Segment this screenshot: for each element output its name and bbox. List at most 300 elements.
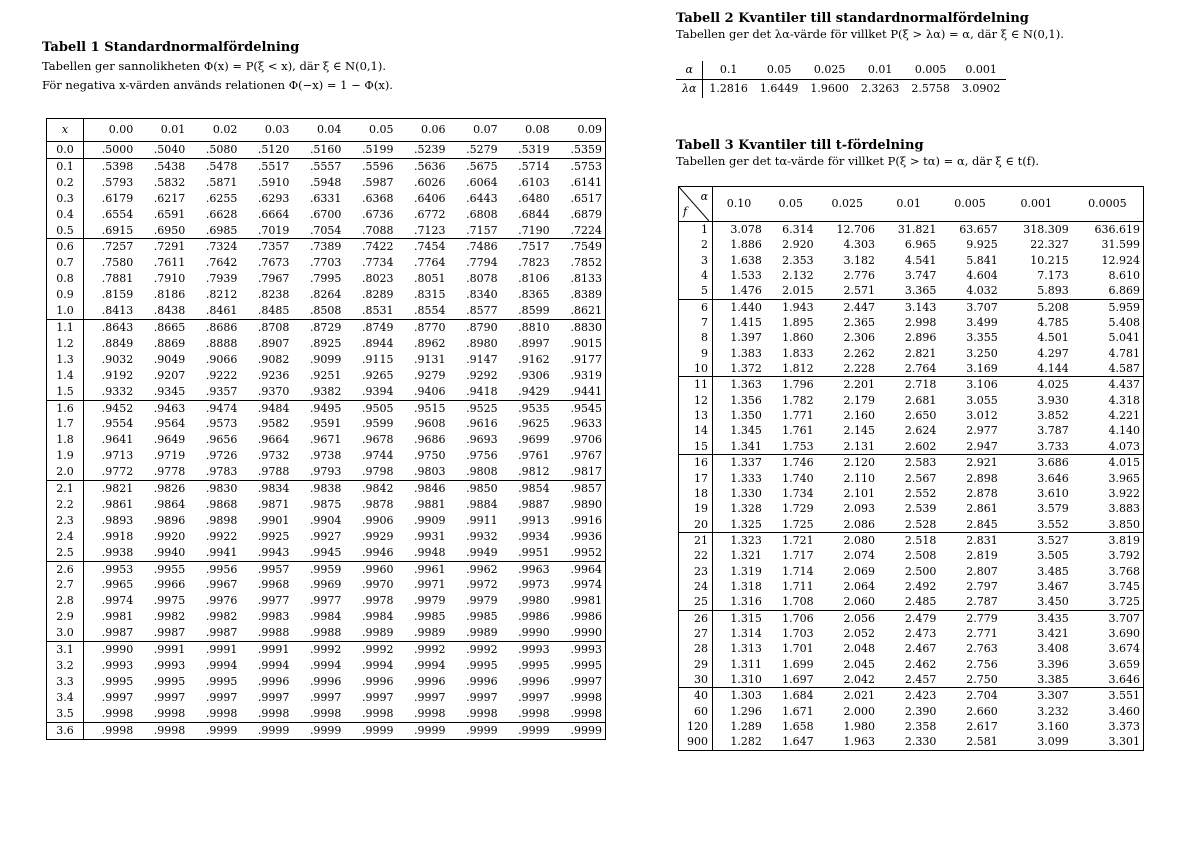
- table3-cell: 1.345: [730, 424, 762, 438]
- table1-row-label: 1.1: [47, 319, 84, 335]
- table1-cell: .9996: [361, 674, 394, 688]
- table3-cell: 1.319: [730, 564, 762, 578]
- table3-cell: 2.704: [939, 688, 1000, 704]
- table1-cell: .9968: [257, 578, 290, 592]
- table3-cell: 318.309: [1023, 223, 1069, 236]
- table1-cell: .9998: [570, 706, 602, 720]
- table1-row-label: 0.7: [47, 255, 84, 271]
- table1-cell: .9997: [518, 690, 550, 704]
- table1-cell: .9793: [309, 465, 342, 479]
- table3-cell: 1.740: [782, 471, 814, 485]
- table1-cell: .9656: [205, 433, 238, 447]
- table3-cell: 1.833: [782, 346, 814, 360]
- table1-column-header: 0.04: [292, 119, 344, 142]
- table1-cell: .6293: [257, 191, 290, 205]
- table1-cell: .6915: [101, 223, 134, 237]
- table3-cell: 3.686: [1001, 455, 1072, 471]
- table1-cell: .6844: [518, 207, 550, 221]
- table-row: [679, 672, 1144, 688]
- table1-cell: .9911: [466, 513, 498, 527]
- table3-cell: 2.048: [843, 642, 875, 656]
- table3-cell: 2.763: [966, 642, 998, 656]
- table3-cell: 2.052: [843, 626, 875, 640]
- table1-cell: .5239: [414, 143, 446, 156]
- table3-cell: 1.310: [730, 672, 762, 686]
- table1-row-label: 3.0: [47, 625, 84, 641]
- table-row: [679, 253, 1144, 268]
- table3-cell: 4.073: [1108, 439, 1140, 453]
- table1-cell: .6700: [309, 207, 342, 221]
- table1-cell: .7324: [188, 239, 240, 255]
- table1-cell: .7549: [553, 239, 606, 255]
- table1-cell: .9998: [136, 722, 188, 739]
- table1-cell: .9960: [344, 561, 396, 577]
- table3-cell: 4.541: [904, 253, 937, 267]
- table1-cell: .9826: [136, 481, 188, 497]
- table3-cell: 3.551: [1072, 688, 1144, 704]
- table-row: [679, 564, 1144, 579]
- table3-cell: 3.485: [1037, 564, 1069, 578]
- table3-cell: 1.684: [765, 688, 817, 704]
- table1-cell: .6026: [414, 175, 446, 189]
- table3-cell: 3.307: [1001, 688, 1072, 704]
- table3-row-label: 10: [679, 361, 713, 377]
- table1-cell: .9817: [570, 465, 602, 479]
- table1-cell: .9429: [518, 384, 550, 398]
- table3-row-label: 29: [679, 657, 713, 672]
- table3-cell: 1.372: [730, 362, 762, 376]
- table1-cell: .9936: [570, 529, 602, 543]
- table1-cell: .9898: [205, 513, 238, 527]
- table1-cell: .6808: [466, 207, 498, 221]
- table1-cell: .9686: [414, 433, 446, 447]
- table3-cell: 1.316: [730, 595, 762, 609]
- table1-cell: .9956: [188, 561, 240, 577]
- table1-cell: .9842: [344, 481, 396, 497]
- table1-cell: .9767: [570, 449, 602, 463]
- table3-cell: 1.638: [730, 253, 762, 267]
- table3-cell: 1.341: [730, 439, 762, 453]
- table3-cell: 2.583: [878, 455, 939, 471]
- table2-lambda-row: [676, 80, 1006, 99]
- table1-cell: .9463: [136, 400, 188, 416]
- table-row: [47, 400, 606, 416]
- table1-cell: .8830: [553, 319, 606, 335]
- table3-cell: 2.896: [904, 331, 937, 345]
- table1-cell: .9803: [414, 465, 446, 479]
- table2-description: Tabellen ger det λα-värde för villket P(ξ > λα) = α, där ξ ∈ N(0,1).: [676, 27, 1064, 41]
- table3-cell: 4.144: [1037, 362, 1069, 376]
- table3-cell: 1.363: [713, 377, 765, 393]
- table2-title: Tabell 2 Kvantiler till standardnormalfördelning: [676, 11, 1029, 26]
- table1-cell: .7910: [153, 272, 186, 286]
- table1-cell: .9962: [449, 561, 501, 577]
- table3-cell: 1.658: [782, 720, 814, 733]
- table3-cell: 2.624: [904, 424, 937, 438]
- table3-cell: 1.782: [782, 393, 814, 407]
- table1-cell: .5000: [101, 143, 134, 156]
- table1-cell: .9993: [153, 659, 186, 672]
- table1-cell: .9998: [84, 722, 137, 739]
- table1-cell: .9738: [309, 449, 342, 463]
- table1-row-label: 1.2: [47, 336, 84, 352]
- table1-cell: .9994: [205, 659, 238, 672]
- table1-cell: .9884: [466, 497, 498, 511]
- table-row: [679, 688, 1144, 704]
- table-row: [47, 625, 606, 641]
- table3-cell: 3.707: [1072, 610, 1144, 626]
- table1-cell: .9997: [466, 690, 498, 704]
- table1-column-header: 0.00: [84, 119, 137, 142]
- table3-row-label: 9: [679, 346, 713, 361]
- table3-cell: 4.297: [1037, 346, 1069, 360]
- table3-cell: 2.571: [843, 284, 875, 298]
- table1-row-label: 1.0: [47, 303, 84, 319]
- table3-cell: 2.518: [878, 532, 939, 548]
- table1-cell: .9957: [240, 561, 292, 577]
- table1-cell: .9986: [518, 610, 550, 624]
- table1-row-label: 2.8: [47, 593, 84, 609]
- table-row: [679, 237, 1144, 252]
- table1-cell: .9893: [101, 513, 134, 527]
- table3-cell: 1.717: [782, 549, 814, 563]
- table3-cell: 12.924: [1101, 253, 1140, 267]
- table1-cell: .5398: [84, 158, 137, 174]
- table3-cell: 1.296: [730, 704, 762, 718]
- table3-cell: 1.708: [782, 595, 814, 609]
- table1-cell: .9761: [518, 449, 550, 463]
- table3-cell: 1.337: [713, 455, 765, 471]
- table1-cell: .9999: [240, 722, 292, 739]
- table1-cell: .6406: [414, 191, 446, 205]
- table1-cell: .8289: [361, 288, 394, 302]
- table1-cell: .7673: [257, 256, 290, 270]
- table1-cell: .8159: [101, 288, 134, 302]
- table3-cell: 1.701: [782, 642, 814, 656]
- table1-cell: .9929: [361, 529, 394, 543]
- table1-cell: .9992: [396, 642, 448, 658]
- table1-cell: .9953: [84, 561, 137, 577]
- table3-cell: 1.714: [782, 564, 814, 578]
- table1-cell: .9999: [553, 722, 606, 739]
- table1-cell: .9998: [257, 706, 290, 720]
- table1-cell: .9980: [518, 594, 550, 608]
- table3-cell: 4.318: [1108, 393, 1140, 407]
- table-row: [47, 545, 606, 561]
- table-row: [47, 481, 606, 497]
- table3-cell: 2.132: [782, 269, 814, 283]
- table1-cell: .9987: [101, 626, 134, 640]
- table1-cell: .7764: [414, 256, 446, 270]
- table-row: [679, 486, 1144, 501]
- table1-row-label: 3.2: [47, 658, 84, 674]
- table3-cell: 2.650: [904, 409, 937, 423]
- table1-cell: .5478: [188, 158, 240, 174]
- table1-cell: .8078: [466, 272, 498, 286]
- table-row: [679, 455, 1144, 471]
- table3-cell: 4.437: [1072, 377, 1144, 393]
- table3-cell: 1.746: [765, 455, 817, 471]
- table1-cell: .9778: [153, 465, 186, 479]
- table1-cell: .9861: [101, 497, 134, 511]
- table3-cell: 3.182: [843, 253, 875, 267]
- table1-cell: .9671: [309, 433, 342, 447]
- table3-column-header: 0.0005: [1072, 187, 1144, 222]
- table3-cell: 1.729: [782, 502, 814, 516]
- table3-cell: 2.056: [817, 610, 878, 626]
- table1-cell: .6064: [466, 175, 498, 189]
- table3-cell: 2.485: [904, 595, 937, 609]
- table1-cell: .9990: [84, 642, 137, 658]
- table3-cell: 4.785: [1037, 316, 1069, 330]
- table3-cell: 3.922: [1108, 486, 1140, 500]
- table1-cell: .8238: [257, 288, 290, 302]
- table3-cell: 3.169: [966, 362, 998, 376]
- table-row: [679, 626, 1144, 641]
- table3-row-label: 26: [679, 610, 713, 626]
- table1-row-label: 3.3: [47, 674, 84, 690]
- table1-cell: .9991: [188, 642, 240, 658]
- table3-cell: 1.895: [782, 316, 814, 330]
- table1-cell: .7389: [292, 239, 344, 255]
- table-row: [679, 657, 1144, 672]
- table1-cell: .9993: [101, 659, 134, 672]
- table3-cell: 1.796: [765, 377, 817, 393]
- table1-cell: .8997: [518, 336, 550, 350]
- table1-cell: .9868: [205, 497, 238, 511]
- table1-cell: .6985: [205, 223, 238, 237]
- table1-cell: .9977: [309, 594, 342, 608]
- table3-cell: 2.423: [878, 688, 939, 704]
- table1-cell: .6517: [570, 191, 602, 205]
- table3-cell: 3.527: [1001, 532, 1072, 548]
- table1-cell: .9875: [309, 497, 342, 511]
- table3-cell: 2.060: [843, 595, 875, 609]
- table3-row-label: 900: [679, 734, 713, 750]
- table1-cell: .9756: [466, 449, 498, 463]
- table1-cell: .9147: [466, 352, 498, 366]
- table3-cell: 2.617: [966, 720, 998, 733]
- table3-cell: 2.179: [843, 393, 875, 407]
- table3-cell: 2.920: [782, 238, 814, 252]
- table1-cell: .9857: [553, 481, 606, 497]
- table1-cell: .9901: [257, 513, 290, 527]
- table1-cell: .9788: [257, 465, 290, 479]
- table3-row-label: 7: [679, 315, 713, 330]
- table1-cell: .9963: [501, 561, 553, 577]
- table-row: [679, 610, 1144, 626]
- table-row: [47, 593, 606, 609]
- table1-cell: .9966: [153, 578, 186, 592]
- table3-cell: 5.041: [1108, 331, 1140, 345]
- table3-column-header: 0.10: [713, 187, 765, 222]
- table1-cell: .9997: [257, 690, 290, 704]
- table1-cell: .9941: [205, 545, 238, 559]
- table3-cell: 2.602: [904, 439, 937, 453]
- table1-cell: .9332: [101, 384, 134, 398]
- table3-cell: 3.930: [1037, 393, 1069, 407]
- table1-cell: .9713: [101, 449, 134, 463]
- table1-cell: .9582: [257, 417, 290, 431]
- table3-cell: 2.015: [782, 284, 814, 298]
- table-row: [679, 734, 1144, 750]
- table1-cell: .9192: [101, 368, 134, 382]
- table3-cell: 3.690: [1108, 626, 1140, 640]
- table3-column-header: 0.05: [765, 187, 817, 222]
- table3-cell: 1.323: [713, 532, 765, 548]
- table3-cell: 636.619: [1094, 223, 1140, 236]
- table3-cell: 1.533: [730, 269, 762, 283]
- table1-cell: .9406: [414, 384, 446, 398]
- table1-cell: .9881: [414, 497, 446, 511]
- table1-cell: .9162: [518, 352, 550, 366]
- table3-row-label: 18: [679, 486, 713, 501]
- table3-row-label: 14: [679, 423, 713, 438]
- table1-cell: .5910: [257, 175, 290, 189]
- table1-cell: .9979: [414, 594, 446, 608]
- table3-cell: 2.110: [843, 471, 875, 485]
- table1-cell: .7224: [570, 223, 602, 237]
- table2-alpha-cell: 0.005: [905, 61, 956, 80]
- table1-cell: .9719: [153, 449, 186, 463]
- table1-cell: .9878: [361, 497, 394, 511]
- table1-cell: .7422: [344, 239, 396, 255]
- table1-cell: .9535: [501, 400, 553, 416]
- table1-cell: .9996: [414, 674, 446, 688]
- table1-cell: .9994: [361, 659, 394, 672]
- table1-cell: .9838: [292, 481, 344, 497]
- table1-cell: .9032: [101, 352, 134, 366]
- table1-cell: .9049: [153, 352, 186, 366]
- table-row: [679, 532, 1144, 548]
- table1-cell: .7190: [518, 223, 550, 237]
- table2-lambda-cell: 1.6449: [759, 82, 799, 95]
- table3-cell: 4.781: [1108, 346, 1140, 360]
- table1-cell: .8643: [84, 319, 137, 335]
- table3-cell: 2.447: [817, 299, 878, 315]
- table3-cell: 3.421: [1037, 626, 1069, 640]
- table-row: [679, 517, 1144, 533]
- table3-cell: 2.086: [843, 517, 875, 531]
- table3-cell: 31.821: [897, 223, 937, 236]
- table1-cell: .9922: [205, 529, 238, 543]
- table1-column-header: 0.02: [188, 119, 240, 142]
- table1-cell: .7157: [466, 223, 498, 237]
- table2-alpha-cell: 0.025: [804, 61, 855, 80]
- table3-cell: 1.697: [782, 672, 814, 686]
- table3-cell: 2.567: [904, 471, 937, 485]
- table3-cell: 2.479: [878, 610, 939, 626]
- table1-cell: .7794: [466, 256, 498, 270]
- table3-cell: 2.160: [843, 409, 875, 423]
- table1-cell: .9998: [570, 690, 602, 704]
- table-row: [47, 674, 606, 690]
- table1-cell: .5596: [344, 158, 396, 174]
- table3-cell: 1.734: [782, 486, 814, 500]
- table-row: [679, 548, 1144, 563]
- table3-cell: 2.861: [966, 502, 998, 516]
- table3-cell: 2.898: [966, 471, 998, 485]
- table3-cell: 1.314: [730, 626, 762, 640]
- table3-cell: 1.943: [765, 299, 817, 315]
- table1-row-label: 2.2: [47, 497, 84, 513]
- table1-cell: .6879: [570, 207, 602, 221]
- table-row: [679, 299, 1144, 315]
- table3-cell: 2.845: [966, 517, 998, 531]
- table3-cell: 2.797: [966, 579, 998, 593]
- table-row: [679, 283, 1144, 299]
- table1-row-label: 2.7: [47, 577, 84, 593]
- table3-cell: 2.779: [939, 610, 1000, 626]
- table-row: [47, 207, 606, 223]
- table3-cell: 2.819: [966, 549, 998, 563]
- table3-cell: 4.025: [1001, 377, 1072, 393]
- table1-cell: .9976: [205, 594, 238, 608]
- table1-row-label: 0.1: [47, 158, 84, 174]
- table1-cell: .9452: [84, 400, 137, 416]
- table1-column-header: 0.06: [396, 119, 448, 142]
- table3-cell: 2.080: [817, 532, 878, 548]
- table1-cell: .8907: [257, 336, 290, 350]
- table3-row-label: 19: [679, 501, 713, 516]
- table1-cell: .5279: [466, 143, 498, 156]
- table1-cell: .9996: [309, 674, 342, 688]
- table1-cell: .8023: [361, 272, 394, 286]
- table1-cell: .9608: [414, 417, 446, 431]
- table1-cell: .9988: [257, 626, 290, 640]
- table-row: [47, 319, 606, 335]
- table1-row-label: 3.6: [47, 722, 84, 739]
- table1-cell: .9177: [570, 352, 602, 366]
- table3-cell: 2.353: [782, 253, 814, 267]
- table1-cell: .9997: [361, 690, 394, 704]
- table1-cell: .7823: [518, 256, 550, 270]
- table-row: [47, 513, 606, 529]
- table1-cell: .9999: [188, 722, 240, 739]
- table1-cell: .5080: [205, 143, 238, 156]
- table2-heading: [676, 11, 1064, 42]
- table-row: [679, 346, 1144, 361]
- table3-cell: 2.508: [904, 549, 937, 563]
- table1-cell: .8849: [101, 336, 134, 350]
- table1-cell: .9545: [553, 400, 606, 416]
- table3-cell: 3.160: [1037, 720, 1069, 733]
- table2-lambda-label: λα: [676, 80, 703, 99]
- table1-cell: .9997: [205, 690, 238, 704]
- table1-cell: .9357: [205, 384, 238, 398]
- table3-corner-alpha: α: [700, 190, 708, 203]
- table1-row-label: 2.9: [47, 609, 84, 625]
- table1-cell: .9995: [518, 659, 550, 672]
- table1-row-label: 2.1: [47, 481, 84, 497]
- table3-cell: 2.756: [966, 657, 998, 671]
- table3-cell: 2.330: [904, 735, 937, 749]
- table3-cell: 2.069: [843, 564, 875, 578]
- table1-cell: .9505: [344, 400, 396, 416]
- table3-cell: 2.074: [843, 549, 875, 563]
- table1-cell: .7611: [153, 256, 186, 270]
- table1-cell: .9641: [101, 433, 134, 447]
- table-row: [47, 642, 606, 658]
- table3-cell: 2.306: [843, 331, 875, 345]
- table3-cell: 2.042: [843, 672, 875, 686]
- table1-cell: .9967: [205, 578, 238, 592]
- table1-cell: .9131: [414, 352, 446, 366]
- table1-cell: .8686: [188, 319, 240, 335]
- table3-cell: 5.408: [1108, 316, 1140, 330]
- table-row: [47, 432, 606, 448]
- table1-cell: .8389: [570, 288, 602, 302]
